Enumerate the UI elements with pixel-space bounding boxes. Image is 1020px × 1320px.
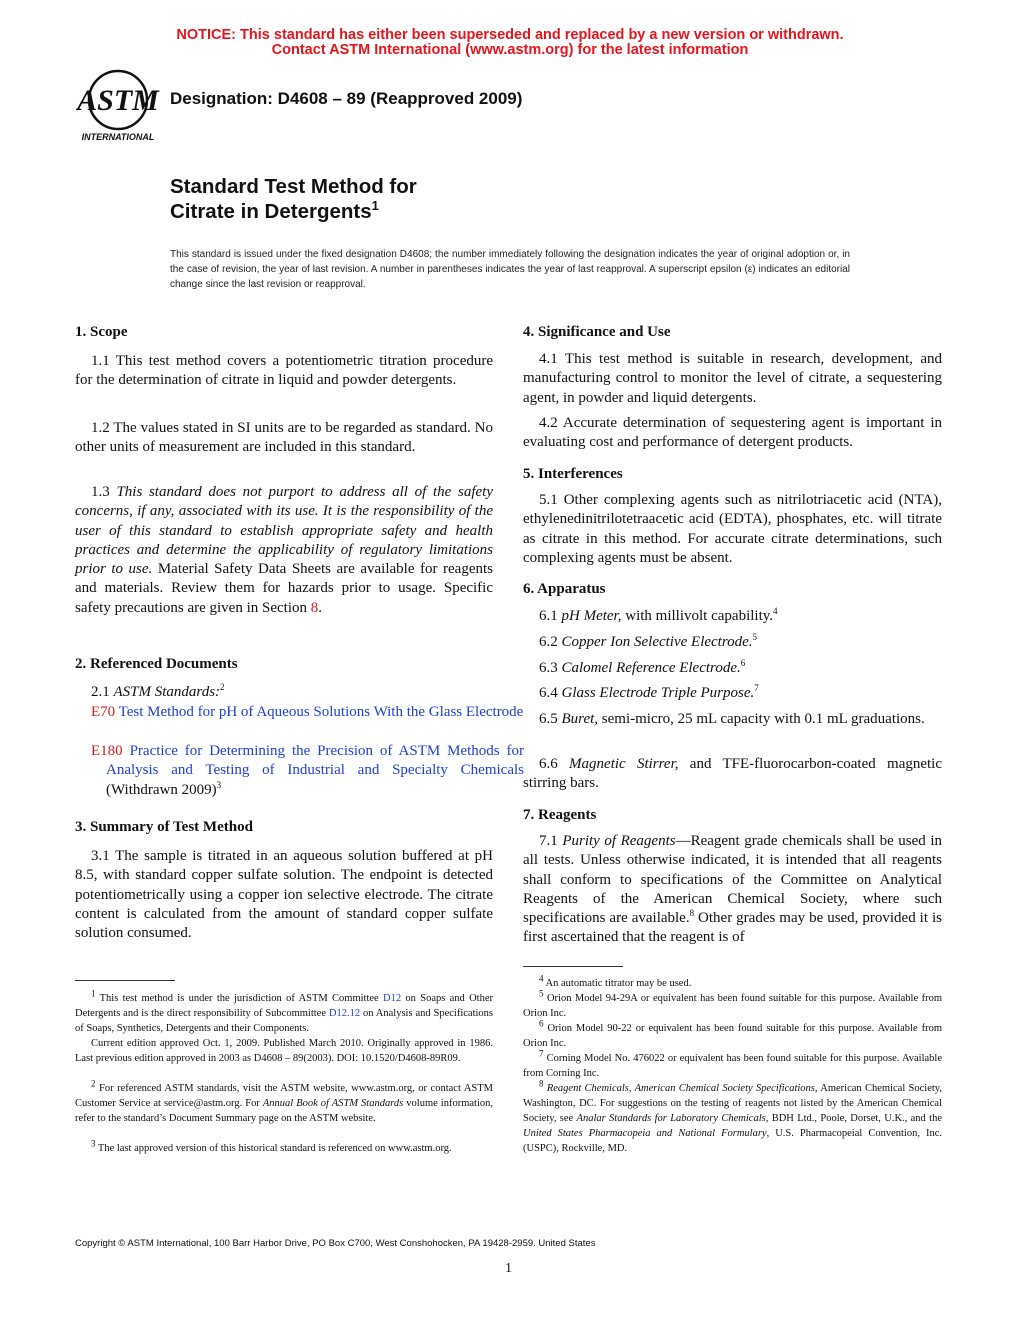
para-5-1 xyxy=(523,491,942,568)
footnote-ref[interactable]: 5 xyxy=(539,988,544,999)
svg-text:ASTM: ASTM xyxy=(77,84,159,117)
text-run: , American Chemical Society, Washington, DC. For suggestions on the testing of reagents not listed by the American Chemical Society, see xyxy=(523,1083,942,1124)
footnote-divider xyxy=(75,980,175,981)
text-run: Calomel Reference Electrode. xyxy=(561,660,741,676)
document-title xyxy=(170,174,417,224)
para-7-1 xyxy=(523,832,942,948)
para-1-1 xyxy=(75,352,493,391)
text-run: Corning Model No. 476022 or equivalent has been found suitable for this purpose. Available from Corning Inc. xyxy=(523,1053,942,1079)
text-run: 6.2 xyxy=(539,634,562,650)
reference-e70[interactable] xyxy=(75,703,524,722)
text-run: Material Safety Data Sheets are available for reagents and materials. Review them for hazards prior to usage. Specific safety precautions are given in Section xyxy=(75,561,494,616)
link[interactable]: D12 xyxy=(383,993,402,1004)
para-1-2 xyxy=(75,419,493,458)
footnote-6 xyxy=(523,1018,942,1051)
svg-text:INTERNATIONAL: INTERNATIONAL xyxy=(81,132,155,142)
text-run: United States Pharmacopeia and National Formulary xyxy=(523,1128,767,1139)
para-2-1 xyxy=(75,683,493,702)
text-run: Reagent Chemicals, American Chemical Society Specifications xyxy=(546,1083,815,1094)
text-run: on Analysis and Specifications of Soaps, Synthetics, Detergents and their Components. xyxy=(75,1008,493,1034)
copyright-line: Copyright © ASTM International, 100 Barr Harbor Drive, PO Box C700, West Conshohocken, PA 19428-2959. United States xyxy=(75,1238,596,1249)
text-run: pH Meter, xyxy=(561,608,622,624)
text-run: For referenced ASTM standards, visit the ASTM website, www.astm.org, or contact ASTM Customer Service at service@astm.org. For xyxy=(75,1083,493,1109)
para-6-3 xyxy=(523,659,942,678)
text-run: Purity of Reagents xyxy=(562,833,676,849)
footnote-4 xyxy=(523,973,942,991)
para-6-4 xyxy=(523,684,942,703)
para-3-1 xyxy=(75,847,493,943)
text-run: 6.6 xyxy=(539,756,570,772)
text-run: Current edition approved Oct. 1, 2009. Published March 2010. Originally approved in 1986. Last previous edition approved in 2003 as D4608 – 89(2003). DOI: 10.1520/D4608-89R09. xyxy=(75,1038,493,1064)
section-heading-apparatus: 6. Apparatus xyxy=(523,581,606,597)
footnote-ref[interactable]: 4 xyxy=(539,973,544,984)
text-run: and TFE-fluorocarbon-coated magnetic stirring bars. xyxy=(523,756,942,792)
text-run: on Soaps and Other Detergents and is the direct responsibility of Subcommittee xyxy=(75,993,493,1019)
footnote-ref[interactable]: 6 xyxy=(740,658,746,668)
title-line-1: Standard Test Method for xyxy=(170,175,417,198)
para-6-2 xyxy=(523,633,942,652)
section-heading-summary: 3. Summary of Test Method xyxy=(75,819,253,835)
link[interactable]: Test Method for pH of Aqueous Solutions With the Glass Electrode xyxy=(118,704,524,720)
link[interactable]: E70 xyxy=(91,704,116,720)
footnote-ref[interactable]: 4 xyxy=(773,606,778,616)
footnote-ref[interactable]: 1 xyxy=(91,988,96,999)
footnote-1 xyxy=(75,988,493,1036)
text-run: 3.1 The sample is titrated in an aqueous solution buffered at pH 8.5, with standard copper sulfate solution. The endpoint is detected potentiometrically using a copper ion selective electrode. The citrate content is calculated from the amount of standard copper sulfate solution consumed. xyxy=(75,848,493,942)
footnote-1-edition xyxy=(75,1036,493,1066)
footnote-ref[interactable]: 6 xyxy=(539,1018,544,1029)
text-run: This standard does not purport to address all of the safety concerns, if any, associated with its use. It is the responsibility of the user of this standard to establish appropriate safety and health practices and determine the applicability of regulatory limitations prior to use. xyxy=(75,484,494,578)
text-run: 4.1 This test method is suitable in research, development, and manufacturing control to monitor the level of citrate, a sequestering agent, in powder and liquid detergents. xyxy=(523,351,942,406)
footnote-ref[interactable]: 8 xyxy=(689,908,695,919)
link[interactable]: E180 xyxy=(91,743,123,759)
para-1-3 xyxy=(75,483,493,618)
title-footnote-ref[interactable]: 1 xyxy=(371,198,379,214)
text-run xyxy=(123,743,130,759)
section-heading-referenced-documents: 2. Referenced Documents xyxy=(75,656,238,672)
astm-logo xyxy=(76,68,160,144)
text-run: ASTM Standards: xyxy=(113,684,221,700)
text-run: Analar Standards for Laboratory Chemicals xyxy=(576,1113,766,1124)
footnote-8 xyxy=(523,1078,942,1156)
footnote-3 xyxy=(75,1138,493,1156)
footnote-5 xyxy=(523,988,942,1021)
text-run: Other grades may be used, provided it is first ascertained that the reagent is of xyxy=(523,910,942,946)
text-run: , BDH Ltd., Poole, Dorset, U.K., and the xyxy=(765,1113,942,1124)
footnote-ref[interactable]: 3 xyxy=(91,1138,96,1149)
footnote-ref[interactable]: 3 xyxy=(216,779,222,790)
para-6-5 xyxy=(523,710,942,729)
link[interactable]: 8 xyxy=(310,599,319,616)
text-run: volume information, refer to the standard’s Document Summary page on the ASTM website. xyxy=(75,1098,493,1124)
text-run: Glass Electrode Triple Purpose. xyxy=(561,685,755,701)
notice-line-1: NOTICE: This standard has either been superseded and replaced by a new version or withdrawn. xyxy=(176,27,844,43)
text-run: 2.1 xyxy=(91,684,114,700)
section-heading-significance: 4. Significance and Use xyxy=(523,324,671,340)
para-6-6 xyxy=(523,755,942,794)
footnote-2 xyxy=(75,1078,493,1126)
text-run: Orion Model 94-29A or equivalent has been found suitable for this purpose. Available from Orion Inc. xyxy=(523,993,942,1019)
text-run: Magnetic Stirrer, xyxy=(569,756,679,772)
text-run: Orion Model 90-22 or equivalent has been found suitable for this purpose. Available from Orion Inc. xyxy=(523,1023,942,1049)
footnote-divider-right xyxy=(523,966,623,967)
para-4-1 xyxy=(523,350,942,408)
footnote-ref[interactable]: 7 xyxy=(539,1048,544,1059)
text-run: , U.S. Pharmacopeial Convention, Inc. (USPC), Rockville, MD. xyxy=(523,1128,942,1154)
text-run: This test method is under the jurisdiction of ASTM Committee xyxy=(95,993,384,1004)
page-number: 1 xyxy=(505,1261,512,1276)
designation: Designation: D4608 – 89 (Reapproved 2009) xyxy=(170,89,523,108)
para-6-1 xyxy=(523,607,942,626)
text-run: Copper Ion Selective Electrode. xyxy=(561,634,753,650)
link[interactable]: Practice for Determining the Precision of ASTM Methods for Analysis and Testing of Industrial and Specialty Chemicals xyxy=(106,743,525,779)
text-run: An automatic titrator may be used. xyxy=(543,978,692,989)
text-run: 6.1 xyxy=(539,608,562,624)
notice-line-2: Contact ASTM International (www.astm.org) for the latest information xyxy=(271,42,749,58)
section-heading-interferences: 5. Interferences xyxy=(523,466,623,482)
footnote-ref[interactable]: 5 xyxy=(752,632,758,642)
text-run: 7.1 xyxy=(539,833,563,849)
issuance-note: This standard is issued under the fixed designation D4608; the number immediately following the designation indicates the year of original adoption or, in the case of revision, the year of last revision. A number in parentheses indicates the year of last reapproval. A superscript epsilon (ε) indicates an editorial change since the last revision or reapproval. xyxy=(170,249,850,290)
section-heading-scope: 1. Scope xyxy=(75,324,128,340)
footnote-ref[interactable]: 2 xyxy=(91,1078,96,1089)
text-run: The last approved version of this historical standard is referenced on www.astm.org. xyxy=(95,1143,452,1154)
section-heading-reagents: 7. Reagents xyxy=(523,807,597,823)
text-run: —Reagent grade chemicals shall be used in all tests. Unless otherwise indicated, it is intended that all reagents shall conform to specifications of the Committee on Analytical Reagents of the American Chemical Society, where such specifications are available. xyxy=(523,833,942,927)
text-run: Annual Book of ASTM Standards xyxy=(262,1098,404,1109)
footnote-7 xyxy=(523,1048,942,1081)
text-run: (Withdrawn 2009) xyxy=(106,781,217,798)
footnote-ref[interactable]: 2 xyxy=(220,682,225,692)
text-run: with millivolt capability. xyxy=(621,608,774,624)
text-run: 4.2 Accurate determination of sequestering agent is important in evaluating cost and performance of detergent products. xyxy=(523,415,942,451)
reference-e180[interactable] xyxy=(75,742,524,800)
text-run: 1.3 xyxy=(91,484,117,500)
text-run: 1.1 This test method covers a potentiometric titration procedure for the determination of citrate in liquid and powder detergents. xyxy=(75,353,493,389)
text-run: 6.3 xyxy=(539,660,562,676)
text-run: 5.1 Other complexing agents such as nitrilotriacetic acid (NTA), ethylenedinitrilotetraacetic acid (EDTA), phosphates, etc. will titrate as citrate in this method. For accurate citrate determinations, such complexing agents must be absent. xyxy=(523,492,942,566)
text-run: semi-micro, 25 mL capacity with 0.1 mL graduations. xyxy=(598,711,925,727)
text-run: Buret, xyxy=(561,711,599,727)
text-run: 1.2 The values stated in SI units are to be regarded as standard. No other units of measurement are included in this standard. xyxy=(75,420,493,456)
text-run: 6.5 xyxy=(539,711,562,727)
text-run: . xyxy=(318,599,323,616)
title-line-2: Citrate in Detergents xyxy=(170,200,372,223)
footnote-ref[interactable]: 8 xyxy=(539,1078,544,1089)
text-run: 6.4 xyxy=(539,685,562,701)
link[interactable]: D12.12 xyxy=(328,1008,361,1019)
footnote-ref[interactable]: 7 xyxy=(754,683,759,693)
para-4-2 xyxy=(523,414,942,453)
